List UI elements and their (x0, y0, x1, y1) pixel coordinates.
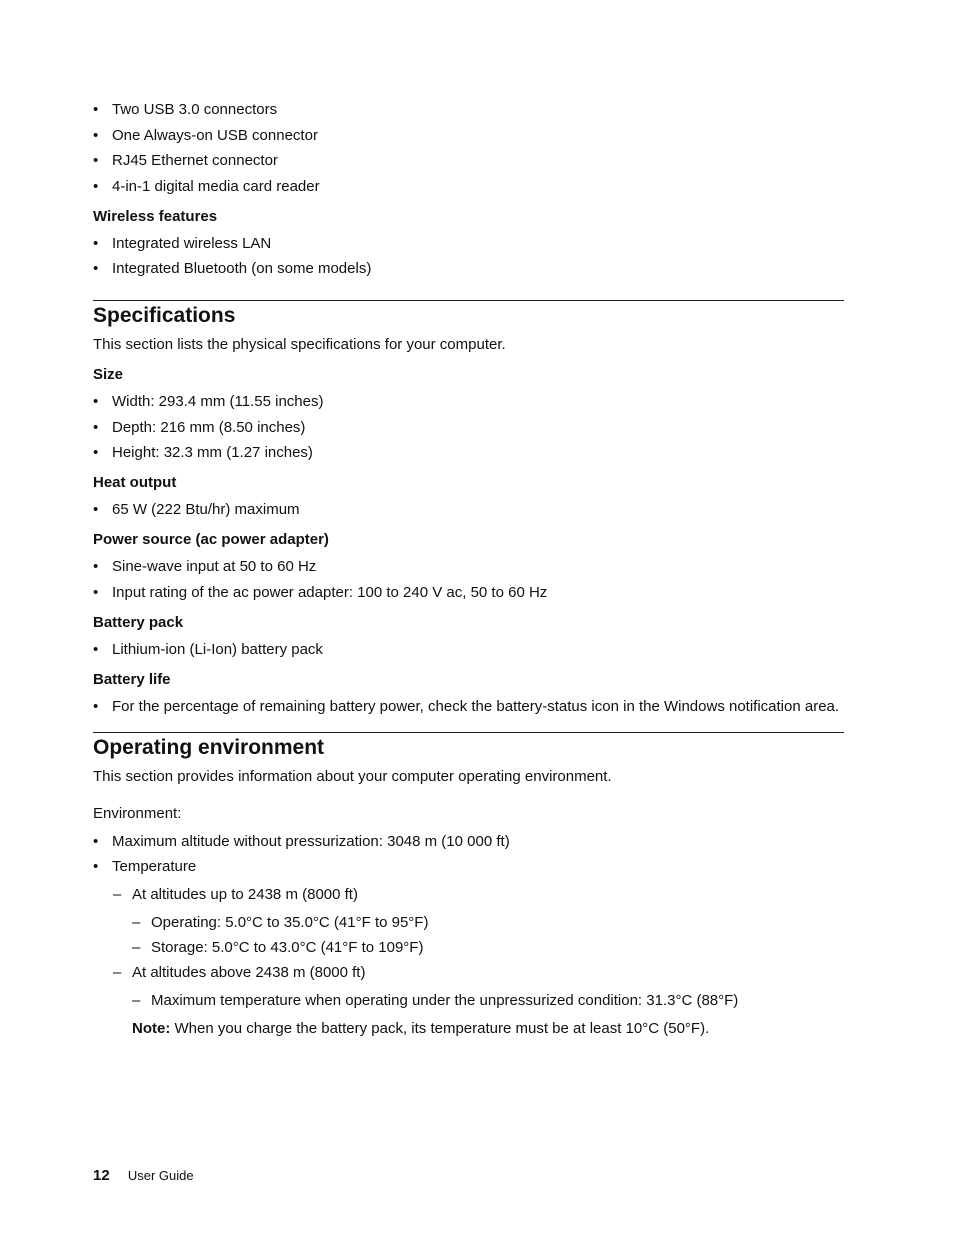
list-item: – At altitudes up to 2438 m (8000 ft) (113, 885, 844, 904)
list-item: • Two USB 3.0 connectors (93, 100, 844, 119)
battery-pack-list (93, 640, 844, 659)
power-source-heading: Power source (ac power adapter) (93, 531, 329, 548)
wireless-heading: Wireless features (93, 207, 218, 225)
temperature-range-list (132, 913, 844, 957)
document-title: User Guide (127, 1168, 194, 1183)
battery-life-list (93, 697, 844, 716)
size-list (93, 392, 844, 462)
connector-list (93, 100, 844, 196)
list-item: • One Always-on USB connector (93, 126, 844, 145)
list-item: • Maximum altitude without pressurization: 3048 m (10 000 ft) (93, 832, 844, 851)
list-item: • Integrated wireless LAN (93, 234, 844, 253)
list-item: • Lithium-ion (Li-Ion) battery pack (93, 640, 844, 659)
list-item: • RJ45 Ethernet connector (93, 151, 844, 170)
page-number: 12 (93, 1167, 110, 1184)
environment-list (93, 832, 844, 877)
heat-output-heading: Heat output (93, 474, 177, 491)
battery-life-heading: Battery life (93, 670, 171, 688)
list-item: • 65 W (222 Btu/hr) maximum (93, 500, 844, 519)
list-item: – Operating: 5.0°C to 35.0°C (41°F to 95°F) (132, 913, 844, 932)
size-heading: Size (93, 366, 124, 383)
wireless-list (93, 234, 844, 279)
list-item: • 4-in-1 digital media card reader (93, 177, 844, 196)
operating-environment-title: Operating environment (93, 735, 325, 759)
section-divider (93, 732, 844, 733)
list-item: • Depth: 216 mm (8.50 inches) (93, 418, 844, 437)
environment-label: Environment: (93, 804, 182, 822)
specifications-intro: This section lists the physical specifications for your computer. (93, 336, 506, 353)
max-temperature-list (132, 991, 844, 1010)
document-page (93, 100, 844, 1038)
list-item: – Storage: 5.0°C to 43.0°C (41°F to 109°F) (132, 938, 844, 957)
list-item: • Width: 293.4 mm (11.55 inches) (93, 392, 844, 411)
list-item: • For the percentage of remaining battery power, check the battery-status icon in the Windows notification area. (93, 697, 844, 716)
power-source-list (93, 557, 844, 602)
note (132, 1019, 844, 1038)
altitude-list (113, 963, 844, 982)
list-item: • Input rating of the ac power adapter: 100 to 240 V ac, 50 to 60 Hz (93, 583, 844, 602)
battery-pack-heading: Battery pack (93, 613, 184, 631)
specifications-title: Specifications (93, 304, 236, 327)
list-item: • Temperature (93, 857, 844, 876)
list-item: – At altitudes above 2438 m (8000 ft) (113, 963, 844, 982)
list-item: – Maximum temperature when operating under the unpressurized condition: 31.3°C (88°F) (132, 991, 844, 1010)
list-item: • Sine-wave input at 50 to 60 Hz (93, 557, 844, 576)
list-item: • Height: 32.3 mm (1.27 inches) (93, 443, 844, 462)
operating-environment-intro: This section provides information about your computer operating environment. (93, 767, 612, 785)
note-label: Note: (132, 1020, 171, 1037)
section-divider (93, 300, 844, 301)
page-footer (93, 1166, 194, 1185)
altitude-list (113, 885, 844, 904)
list-item: • Integrated Bluetooth (on some models) (93, 259, 844, 278)
heat-output-list (93, 500, 844, 519)
note-text: When you charge the battery pack, its temperature must be at least 10°C (50°F). (170, 1020, 710, 1037)
